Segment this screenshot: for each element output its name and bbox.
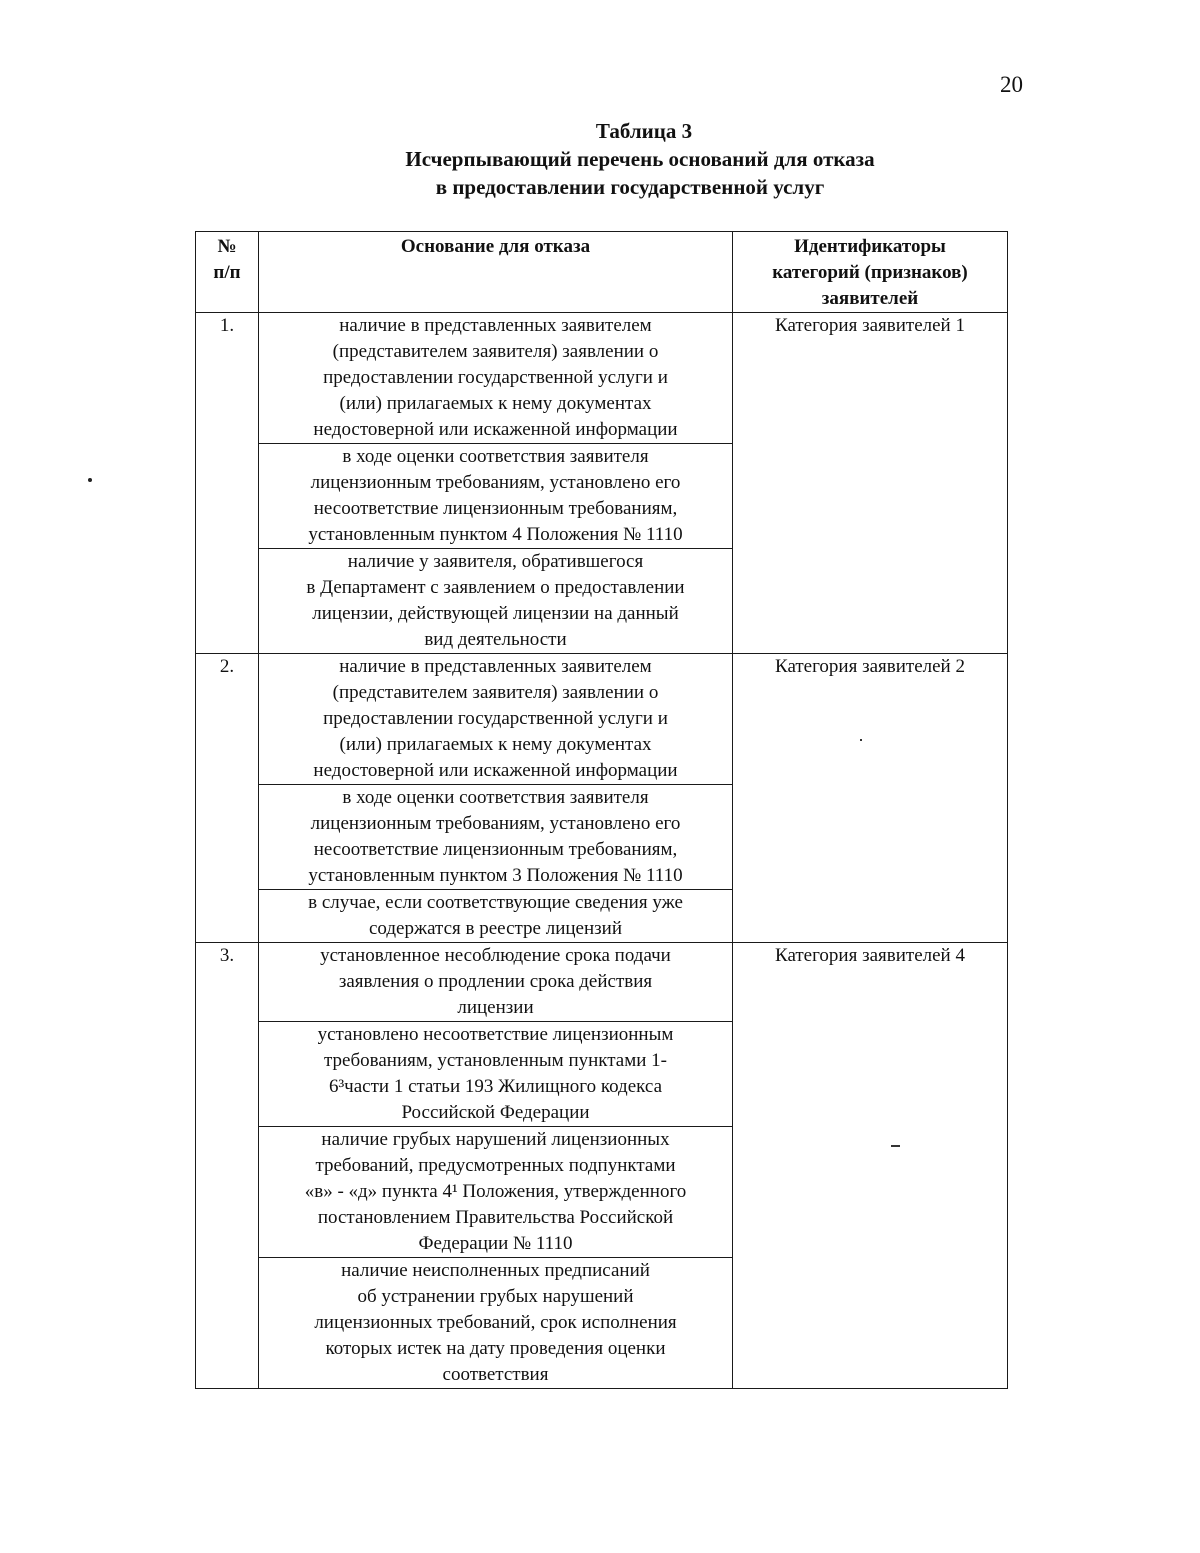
reason-line: лицензионным требованиям, установлено его [310, 472, 681, 493]
reason-line: вид деятельности [424, 629, 567, 650]
table-title-line-2: в предоставлении государственной услуг [435, 175, 825, 199]
refusal-reason [259, 1258, 733, 1389]
reason-line: (представителем заявителя) заявлении о [332, 682, 659, 703]
reason-line: наличие у заявителя, обратившегося [347, 551, 644, 572]
reason-line: содержатся в реестре лицензий [369, 918, 622, 939]
table-row [196, 943, 1008, 1022]
scan-artifact-mark [860, 739, 862, 741]
reason-line: требований, предусмотренных подпунктами [315, 1155, 676, 1176]
page-number: 20 [1000, 72, 1023, 97]
table-row [196, 313, 1008, 444]
reason-line: установленным пунктом 3 Положения № 1110 [308, 865, 683, 886]
reason-line: постановлением Правительства Российской [317, 1207, 674, 1228]
refusal-reason [259, 444, 733, 549]
applicant-category: Категория заявителей 2 [733, 654, 1008, 943]
reason-line: предоставлении государственной услуги и [323, 367, 668, 388]
table-header-row [196, 232, 1008, 313]
reason-line: Российской Федерации [401, 1102, 590, 1123]
header-categories: Идентификаторы категорий (признаков) заявителей [733, 232, 1008, 313]
reason-line: соответствия [442, 1364, 549, 1385]
reason-line: лицензии, действующей лицензии на данный [312, 603, 679, 624]
table-title [340, 117, 940, 201]
refusal-grounds-table [195, 231, 1008, 1389]
reason-line: в ходе оценки соответствия заявителя [342, 446, 649, 467]
applicant-category: Категория заявителей 1 [733, 313, 1008, 654]
reason-line: несоответствие лицензионным требованиям, [313, 839, 678, 860]
reason-line: «в» - «д» пункта 4¹ Положения, утвержденного [304, 1181, 687, 1202]
reason-line: заявления о продлении срока действия [338, 971, 653, 992]
reason-line: наличие в представленных заявителем [339, 656, 652, 677]
reason-line: Федерации № 1110 [418, 1233, 573, 1254]
reason-line: установлено несоответствие лицензионным [317, 1024, 674, 1045]
header-basis: Основание для отказа [259, 232, 733, 313]
table-row [196, 654, 1008, 785]
reason-line: в ходе оценки соответствия заявителя [342, 787, 649, 808]
reason-line: в случае, если соответствующие сведения уже [308, 892, 683, 913]
reason-line: в Департамент с заявлением о предоставлении [306, 577, 685, 598]
refusal-reason [259, 890, 733, 943]
reason-line: недостоверной или искаженной информации [313, 760, 678, 781]
reason-line: недостоверной или искаженной информации [313, 419, 678, 440]
row-number: 2. [196, 654, 259, 943]
reason-line: установленное несоблюдение срока подачи [320, 945, 671, 966]
reason-line: требованиям, установленным пунктами 1- [323, 1050, 668, 1071]
reason-line: несоответствие лицензионным требованиям, [313, 498, 678, 519]
row-number: 3. [196, 943, 259, 1389]
refusal-reason [259, 654, 733, 785]
refusal-reason [259, 313, 733, 444]
refusal-reason [259, 549, 733, 654]
reason-line: об устранении грубых нарушений [357, 1286, 634, 1307]
table-title-line-1: Исчерпывающий перечень оснований для отказа [405, 147, 875, 171]
table-body [196, 313, 1008, 1389]
reason-line: предоставлении государственной услуги и [323, 708, 668, 729]
scan-artifact-dash [891, 1145, 900, 1147]
header-number: № п/п [196, 232, 259, 313]
reason-line: лицензионных требований, срок исполнения [314, 1312, 677, 1333]
scan-artifact-dot [88, 478, 92, 482]
reason-line: лицензии [457, 997, 534, 1018]
table-label: Таблица 3 [595, 119, 693, 143]
reason-line: (или) прилагаемых к нему документах [339, 734, 652, 755]
reason-line: лицензионным требованиям, установлено его [310, 813, 681, 834]
row-number: 1. [196, 313, 259, 654]
applicant-category: Категория заявителей 4 [733, 943, 1008, 1389]
reason-line: установленным пунктом 4 Положения № 1110 [308, 524, 683, 545]
reason-line: наличие грубых нарушений лицензионных [321, 1129, 670, 1150]
reason-line: наличие в представленных заявителем [339, 315, 652, 336]
reason-line: (или) прилагаемых к нему документах [339, 393, 652, 414]
reason-line: (представителем заявителя) заявлении о [332, 341, 659, 362]
refusal-reason [259, 943, 733, 1022]
reason-line: которых истек на дату проведения оценки [325, 1338, 666, 1359]
reason-line: 6³части 1 статьи 193 Жилищного кодекса [328, 1076, 663, 1097]
refusal-reason [259, 785, 733, 890]
refusal-reason [259, 1127, 733, 1258]
reason-line: наличие неисполненных предписаний [341, 1260, 650, 1281]
refusal-reason [259, 1022, 733, 1127]
